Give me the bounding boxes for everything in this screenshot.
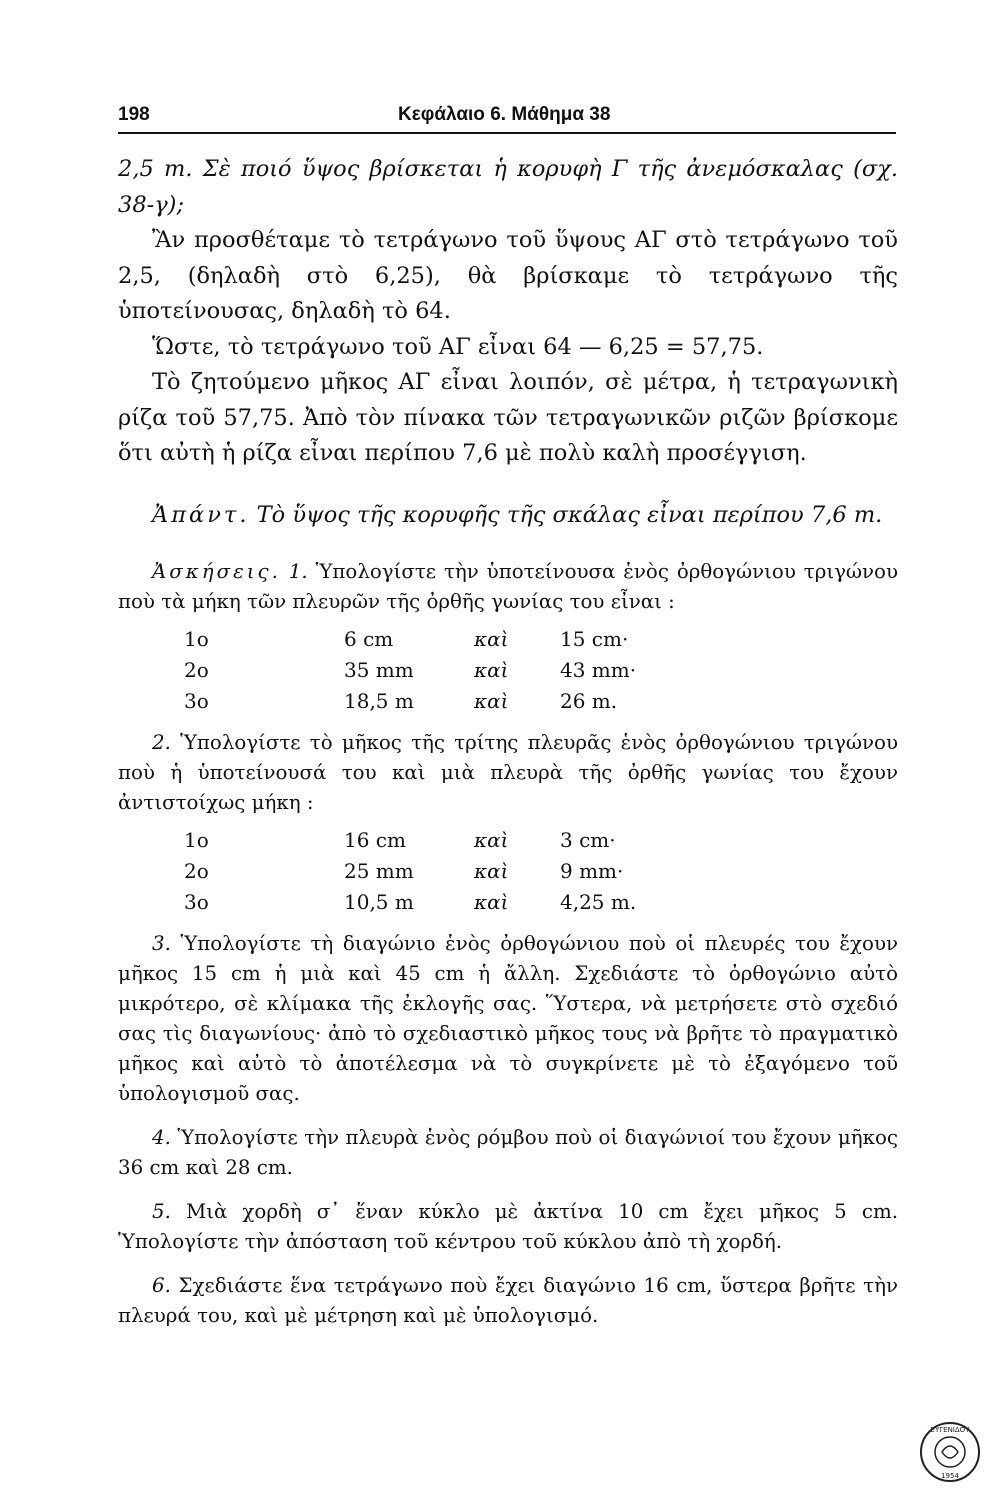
exercise-number: 6. <box>152 1274 171 1297</box>
conjunction: καὶ <box>474 657 509 682</box>
value-a: 25 mm <box>344 858 414 883</box>
exercise-4 <box>118 1123 898 1183</box>
exercise-2 <box>118 728 898 818</box>
conjunction: καὶ <box>474 889 509 914</box>
answer-text: Τὸ ὕψος τῆς κορυφῆς τῆς σκάλας εἶναι περίπου 7,6 m. <box>256 501 883 528</box>
paragraph-result: Ὥστε, τὸ τετράγωνο τοῦ ΑΓ εἶναι 64 — 6,25 = 57,75. <box>152 333 764 360</box>
row-index: 3ο <box>184 889 209 914</box>
row-index: 2ο <box>184 657 209 682</box>
svg-text:ΕΥΓΕΝΙΔΟΥ: ΕΥΓΕΝΙΔΟΥ <box>930 1426 970 1434</box>
paragraph-square-root: Τὸ ζητούμενο μῆκος ΑΓ εἶναι λοιπόν, σὲ μέτρα, ἡ τετραγωνικὴ ρίζα τοῦ 57,75. Ἀπὸ τὸν πίνακα τῶν τετραγωνικῶν ριζῶν βρίσκομε ὅτι αὐτὴ ἡ ρίζα εἶναι περίπου 7,6 μὲ πολὺ καλὴ προσέγγιση. <box>118 369 898 466</box>
page-header <box>118 102 896 134</box>
foundation-seal-icon <box>918 1420 982 1484</box>
value-b: 4,25 m. <box>560 889 637 914</box>
exercise-text: Μιὰ χορδὴ σ᾽ ἕναν κύκλο μὲ ἀκτίνα 10 cm ἔχει μῆκος 5 cm. Ὑπολογίστε τὴν ἀπόσταση τοῦ κέντρου τοῦ κύκλου ἀπὸ τὴ χορδή. <box>118 1200 898 1253</box>
exercise-text: Σχεδιάστε ἕνα τετράγωνο ποὺ ἔχει διαγώνιο 16 cm, ὕστερα βρῆτε τὴν πλευρά του, καὶ μὲ μέτρηση καὶ μὲ ὑπολογισμό. <box>118 1274 898 1327</box>
conjunction: καὶ <box>474 858 509 883</box>
value-a: 16 cm <box>344 827 406 852</box>
exercise-2-values <box>118 824 636 917</box>
exercise-text: Ὑπολογίστε τὴν ὑποτείνουσα ἑνὸς ὀρθογώνιου τριγώνου ποὺ τὰ μήκη τῶν πλευρῶν τῆς ὀρθῆς γωνίας του εἶναι : <box>118 560 898 613</box>
row-index: 1ο <box>184 827 209 852</box>
exercise-number: 2. <box>152 731 171 754</box>
exercise-6 <box>118 1271 898 1331</box>
value-b: 3 cm· <box>560 827 616 852</box>
row-index: 2ο <box>184 858 209 883</box>
exercise-5 <box>118 1197 898 1257</box>
conjunction: καὶ <box>474 827 509 852</box>
value-a: 18,5 m <box>344 688 414 713</box>
table-row <box>118 623 636 654</box>
row-index: 1ο <box>184 626 209 651</box>
exercise-number: 3. <box>152 932 171 955</box>
page-content <box>118 152 898 1331</box>
exercise-text: Ὑπολογίστε τὴ διαγώνιο ἑνὸς ὀρθογώνιου ποὺ οἱ πλευρές του ἔχουν μῆκος 15 cm ἡ μιὰ καὶ 45 cm ἡ ἄλλη. Σχεδιάστε τὸ ὀρθογώνιο αὐτὸ μικρότερο, σὲ κλίμακα τῆς ἐκλογῆς σας. Ὕστερα, νὰ μετρήσετε στὸ σχεδιό σας τὶς διαγωνίους· ἀπὸ τὸ σχεδιαστικὸ μῆκος τους νὰ βρῆτε τὸ πραγματικὸ μῆκος καὶ αὐτὸ τὸ ἀποτέλεσμα νὰ τὸ συγκρίνετε μὲ τὸ ἐξαγόμενο τοῦ ὑπολογισμοῦ σας. <box>118 932 898 1105</box>
value-a: 6 cm <box>344 626 394 651</box>
value-b: 9 mm· <box>560 858 624 883</box>
chapter-title: Κεφάλαιο 6. Μάθημα 38 <box>398 104 611 125</box>
answer <box>118 498 898 534</box>
conjunction: καὶ <box>474 688 509 713</box>
value-b: 15 cm· <box>560 626 629 651</box>
answer-label: Ἀπάντ. <box>152 501 250 528</box>
page-number: 198 <box>118 104 150 125</box>
paragraph-intro: 2,5 m. Σὲ ποιό ὕψος βρίσκεται ἡ κορυφὴ Γ τῆς ἀνεμόσκαλας (σχ. 38-γ); <box>118 156 898 218</box>
table-row <box>118 824 636 855</box>
exercise-number: 4. <box>152 1126 171 1149</box>
exercise-3 <box>118 929 898 1109</box>
paragraph-square-sum: Ἂν προσθέταμε τὸ τετράγωνο τοῦ ὕψους ΑΓ στὸ τετράγωνο τοῦ 2,5, (δηλαδὴ στὸ 6,25), θὰ βρίσκαμε τὸ τετράγωνο τῆς ὑποτείνουσας, δηλαδὴ τὸ 64. <box>118 227 898 324</box>
table-row <box>118 855 636 886</box>
exercises-label: Ἀσκήσεις. <box>152 560 281 583</box>
table-row <box>118 685 636 716</box>
exercise-number: 5. <box>152 1200 171 1223</box>
value-a: 35 mm <box>344 657 414 682</box>
row-index: 3ο <box>184 688 209 713</box>
conjunction: καὶ <box>474 626 509 651</box>
table-row <box>118 886 636 917</box>
exercise-text: Ὑπολογίστε τὴν πλευρὰ ἑνὸς ρόμβου ποὺ οἱ διαγώνιοί του ἔχουν μῆκος 36 cm καὶ 28 cm. <box>118 1126 898 1179</box>
exercise-number: 1. <box>288 560 308 583</box>
value-b: 26 m. <box>560 688 618 713</box>
value-b: 43 mm· <box>560 657 637 682</box>
svg-text:1954: 1954 <box>941 1472 959 1480</box>
table-row <box>118 654 636 685</box>
exercise-1 <box>118 557 898 617</box>
value-a: 10,5 m <box>344 889 414 914</box>
exercise-1-values <box>118 623 636 716</box>
exercise-text: Ὑπολογίστε τὸ μῆκος τῆς τρίτης πλευρᾶς ἑνὸς ὀρθογώνιου τριγώνου ποὺ ἡ ὑποτείνουσά του καὶ μιὰ πλευρὰ τῆς ὀρθῆς γωνίας του ἔχουν ἀντιστοίχως μήκη : <box>118 731 898 814</box>
